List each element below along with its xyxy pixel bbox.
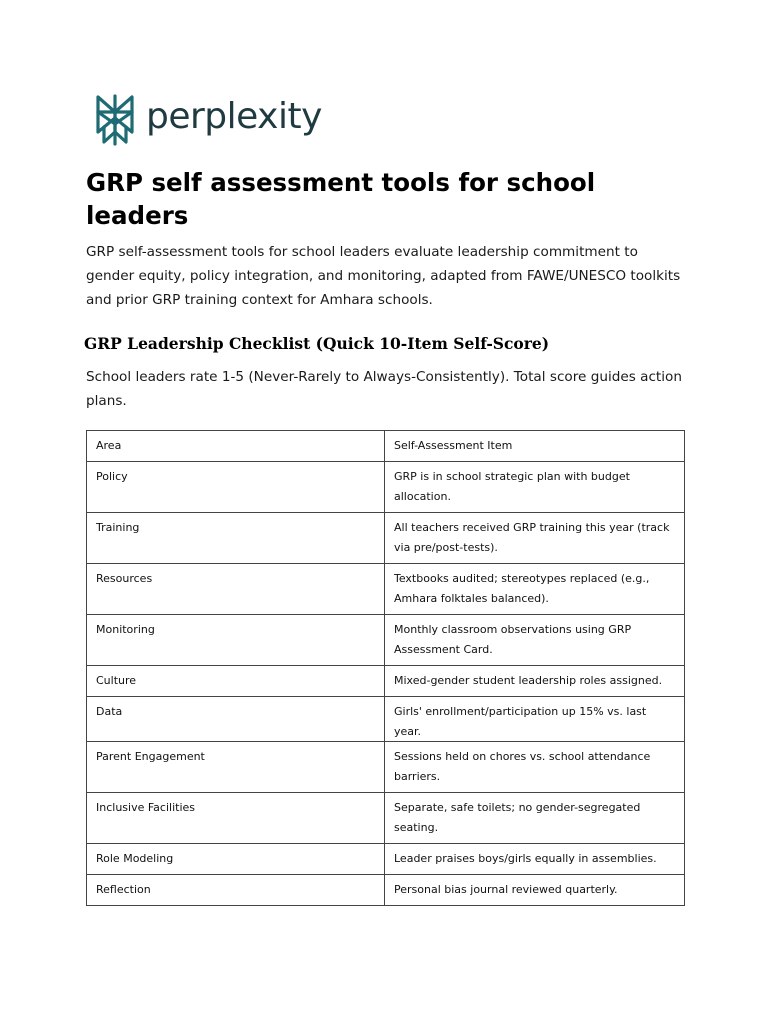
item-cell: Sessions held on chores vs. school attendance barriers. — [385, 742, 685, 793]
table-row — [87, 513, 685, 564]
intro-paragraph: GRP self-assessment tools for school leaders evaluate leadership commitment to gender equity, policy integration, and monitoring, adapted from FAWE/UNESCO toolkits and prior GRP training context for Amhara schools. — [86, 244, 681, 308]
area-cell: Role Modeling — [87, 844, 385, 875]
perplexity-logo-icon — [94, 94, 136, 146]
checklist-table — [86, 430, 685, 906]
area-cell: Parent Engagement — [87, 742, 385, 793]
column-header-item: Self-Assessment Item — [385, 431, 685, 462]
brand-wordmark: perplexity — [146, 96, 322, 137]
area-cell: Culture — [87, 666, 385, 697]
item-cell: Monthly classroom observations using GRP Assessment Card. — [385, 615, 685, 666]
item-cell: Textbooks audited; stereotypes replaced (e.g., Amhara folktales balanced). — [385, 564, 685, 615]
table-row — [87, 875, 685, 906]
area-cell: Resources — [87, 564, 385, 615]
table-row — [87, 793, 685, 844]
document-title: GRP self assessment tools for school leaders — [86, 168, 596, 230]
brand-logo — [94, 93, 322, 147]
table-header-row — [87, 431, 685, 462]
section-description: School leaders rate 1-5 (Never-Rarely to Always-Consistently). Total score guides action plans. — [86, 369, 682, 409]
area-cell: Training — [87, 513, 385, 564]
area-cell: Policy — [87, 462, 385, 513]
table-row — [87, 462, 685, 513]
item-cell: Mixed-gender student leadership roles assigned. — [385, 666, 685, 697]
table-row — [87, 615, 685, 666]
item-cell: All teachers received GRP training this year (track via pre/post-tests). — [385, 513, 685, 564]
area-cell: Inclusive Facilities — [87, 793, 385, 844]
section-title: GRP Leadership Checklist (Quick 10-Item Self-Score) — [84, 334, 550, 353]
table-row — [87, 697, 685, 742]
item-cell: Personal bias journal reviewed quarterly. — [385, 875, 685, 906]
table-row — [87, 742, 685, 793]
item-cell: Separate, safe toilets; no gender-segregated seating. — [385, 793, 685, 844]
area-cell: Reflection — [87, 875, 385, 906]
column-header-area: Area — [87, 431, 385, 462]
area-cell: Data — [87, 697, 385, 742]
table-row — [87, 844, 685, 875]
area-cell: Monitoring — [87, 615, 385, 666]
item-cell: GRP is in school strategic plan with budget allocation. — [385, 462, 685, 513]
item-cell: Girls' enrollment/participation up 15% vs. last year. — [385, 697, 685, 742]
table-row — [87, 564, 685, 615]
item-cell: Leader praises boys/girls equally in assemblies. — [385, 844, 685, 875]
table-row — [87, 666, 685, 697]
